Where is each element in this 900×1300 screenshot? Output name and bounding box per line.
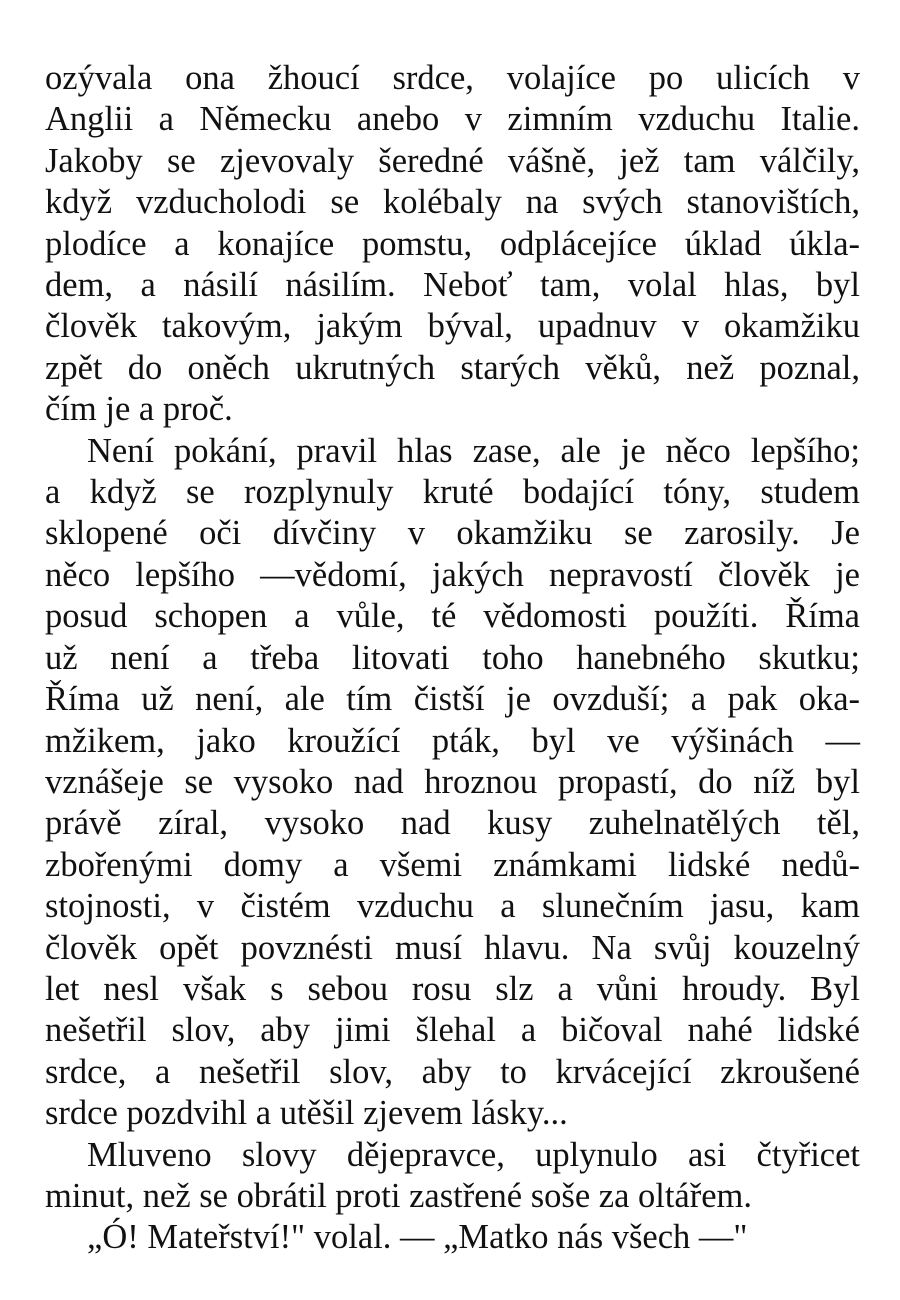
text-line: Jakoby se zjevovaly šeredné vášně, jež tam válčily,	[45, 141, 860, 180]
paragraph-1	[45, 58, 860, 431]
text-line: Říma už není, ale tím čistší je ovzduší; a pak oka-	[45, 680, 860, 719]
text-line: dem, a násilí násilím. Neboť tam, volal hlas, byl	[45, 266, 860, 305]
paragraph-2	[45, 431, 860, 1135]
text-line: sklopené oči dívčiny v okamžiku se zarosily. Je	[45, 514, 860, 553]
text-line: člověk takovým, jakým býval, upadnuv v okamžiku	[45, 307, 860, 346]
text-line: už není a třeba litovati toho hanebného skutku;	[45, 638, 860, 677]
text-line: srdce, a nešetřil slov, aby to krvácející zkroušené	[45, 1052, 860, 1091]
text-line: vznášeje se vysoko nad hroznou propastí, do níž byl	[45, 762, 860, 801]
text-line: posud schopen a vůle, té vědomosti použíti. Říma	[45, 597, 860, 636]
paragraph-4	[45, 1217, 860, 1258]
text-line: Není pokání, pravil hlas zase, ale je něco lepšího;	[87, 431, 860, 470]
text-line: čím je a proč.	[45, 390, 233, 429]
text-line: srdce pozdvihl a utěšil zjevem lásky...	[45, 1094, 568, 1133]
text-line: stojnosti, v čistém vzduchu a slunečním jasu, kam	[45, 887, 860, 926]
text-line: plodíce a konajíce pomstu, odplácejíce úklad úkla-	[45, 224, 860, 263]
text-line: Anglii a Německu anebo v zimním vzduchu Italie.	[45, 100, 860, 139]
text-line: právě zíral, vysoko nad kusy zuhelnatělých těl,	[45, 804, 860, 843]
text-line: mžikem, jako kroužící pták, byl ve výšinách —	[45, 721, 860, 760]
text-line: ozývala ona žhoucí srdce, volajíce po ulicích v	[45, 59, 860, 97]
text-line: něco lepšího —vědomí, jakých nepravostí člověk je	[45, 555, 860, 594]
text-line: „Ó! Mateřství!" volal. — „Matko nás všech —"	[87, 1218, 748, 1257]
book-page	[45, 58, 860, 1259]
paragraph-3	[45, 1135, 860, 1218]
text-line: minut, než se obrátil proti zastřené soše za oltářem.	[45, 1176, 752, 1215]
text-line: když vzducholodi se kolébaly na svých stanovištích,	[45, 183, 860, 222]
text-line: člověk opět povznésti musí hlavu. Na svůj kouzelný	[45, 928, 860, 967]
text-line: a když se rozplynuly kruté bodající tóny, studem	[45, 473, 860, 512]
text-line: Mluveno slovy dějepravce, uplynulo asi čtyřicet	[87, 1135, 860, 1174]
text-line: let nesl však s sebou rosu slz a vůni hroudy. Byl	[45, 969, 860, 1008]
text-line: zbořenými domy a všemi známkami lidské nedů-	[45, 845, 860, 884]
text-line: nešetřil slov, aby jimi šlehal a bičoval nahé lidské	[45, 1011, 860, 1050]
text-line: zpět do oněch ukrutných starých věků, než poznal,	[45, 348, 860, 387]
